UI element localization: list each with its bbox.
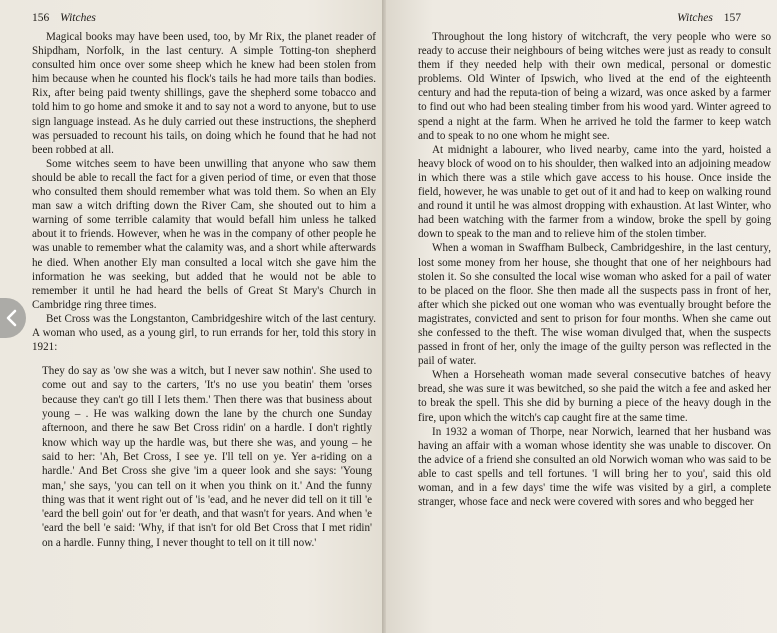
paragraph: In 1932 a woman of Thorpe, near Norwich, learned that her husband was having an affair with a woman whose identity she was unable to discover. On the advice of a friend she consulted an old Norwich woman who was said to be able to cast spells and tell fortunes. 'I will bring her to you', said this old woman, and in a few days' time the wife was visited by a girl, a complete stranger, whose face and neck were covered with sores and who begged her bbox=[418, 425, 771, 509]
right-page bbox=[386, 0, 777, 633]
block-quote bbox=[42, 364, 372, 550]
paragraph: Bet Cross was the Longstanton, Cambridgeshire witch of the last century. A woman who used, as a young girl, to run errands for her, told this story in 1921: bbox=[32, 312, 376, 354]
page-number-right: 157 bbox=[723, 12, 741, 24]
paragraph: When a woman in Swaffham Bulbeck, Cambridgeshire, in the last century, lost some money from her house, she thought that one of her neighbours had stolen it. So she consulted the local wise woman who asked for a pail of water to be placed on the floor. She then made all the suspects pass in front of her, after which she picked out one woman who was eventually brought before the magistrates, convicted and sent to prison for four months. When she came out she confessed to the theft. The wise woman divulged that, when the suspects passed in front of her, only the image of the guilty person was reflected in the pail of water. bbox=[418, 242, 771, 368]
paragraph: Throughout the long history of witchcraft, the very people who were so ready to accuse their neighbours of being witches were just as ready to consult them if they needed help with their own medical, personal or domestic problems. Old Winter of Ipswich, who lived at the end of the eighteenth century and had the reputa-tion of being a wizard, was once asked by a farmer to find out who had been stealing timber from his wood yard. Winter agreed to spend a night at the farm. When he arrived he told the farmer to keep watch and to speak to no one whom he might see. bbox=[418, 31, 771, 142]
quote-text: They do say as 'ow she was a witch, but I never saw nothin'. She used to come out and say to the carters, 'It's no use you beatin' them 'orses because they can't go till I lets them.' Then there was that business about young – . He was walking down the lane by the church one Sunday afternoon, and there he saw Bet Cross ridin' on a hardle. I don't rightly know which way up the hardle was, but there she was, and young – he said to her: 'Ah, Bet Cross, I see ye. I'll tell on ye. Yer a-riding on a hardle.' And Bet Cross she give 'im a queer look and she says: 'Young man,' she says, 'you can tell on it when you think on it.' And the funny thing was that it went right out of 'is 'ead, and he never did tell on it till 'e 'eard the bell goin' out for 'er death, and that wasn't for years. And when 'e 'eard the bell 'e said: 'Why, if that isn't for old Bet Cross that I met ridin' on a hardle. Funny thing, I never thought to tell on it till now.' bbox=[42, 365, 372, 549]
left-page-header bbox=[32, 8, 376, 30]
running-title-left: Witches bbox=[60, 12, 96, 24]
paragraph: When a Horseheath woman made several consecutive batches of heavy bread, she was sure it was bewitched, so she paid the witch a fee and asked her to break the spell. This she did by burning a piece of the heavy dough in the fire, upon which the witch's cap caught fire at the same time. bbox=[418, 369, 771, 424]
right-page-body bbox=[418, 30, 771, 509]
left-page bbox=[0, 0, 384, 633]
chevron-left-icon bbox=[5, 309, 19, 327]
page-number-left: 156 bbox=[32, 12, 50, 24]
running-title-right: Witches bbox=[677, 12, 713, 24]
paragraph: At midnight a labourer, who lived nearby, came into the yard, hoisted a heavy block of wood on to his shoulder, then walked into an adjoining meadow in which there was a stile which gave access to his house. Once inside the field, however, he was unable to get out of it and had to keep on walking round and round it until he was almost dropping with exhaustion. At last Winter, who had been watching with the farmer from a window, broke the spell by going down to speak to the man and to relieve him of the stolen timber. bbox=[418, 143, 771, 241]
right-page-header bbox=[418, 8, 771, 30]
paragraph: Some witches seem to have been unwilling that anyone who saw them should be able to recall the fact for a given period of time, or even that those who consulted them should remember what was told them. So when an Ely man saw a witch drifting down the River Cam, she shouted out to him a warning of some terrible calamity that would befall him unless he talked about it to friends. However, when he was in the company of other people he was unable to remember what the calamity was, and a short while afterwards he died. When another Ely man consulted a local witch she gave him the information he was seeking, but added that he would not be able to remember it until he had heard the bells of Great St Mary's Church in Cambridge ring three times. bbox=[32, 157, 376, 311]
left-page-body bbox=[32, 30, 376, 354]
paragraph: Magical books may have been used, too, by Mr Rix, the planet reader of Shipdham, Norfolk, in the last century. A simple Totting-ton shepherd consulted him once over some sheep which he knew had been stolen from him because when he counted his flock's tails he had more tails than bodies. Rix, after being paid twenty shillings, gave the shepherd some tobacco and told him to go home and smoke it and to say not a word to anyone, but to use sign language instead. As he duly carried out these instructions, the shepherd was persuaded to recount his tails, on doing which he found that he had not been robbed at all. bbox=[32, 31, 376, 156]
